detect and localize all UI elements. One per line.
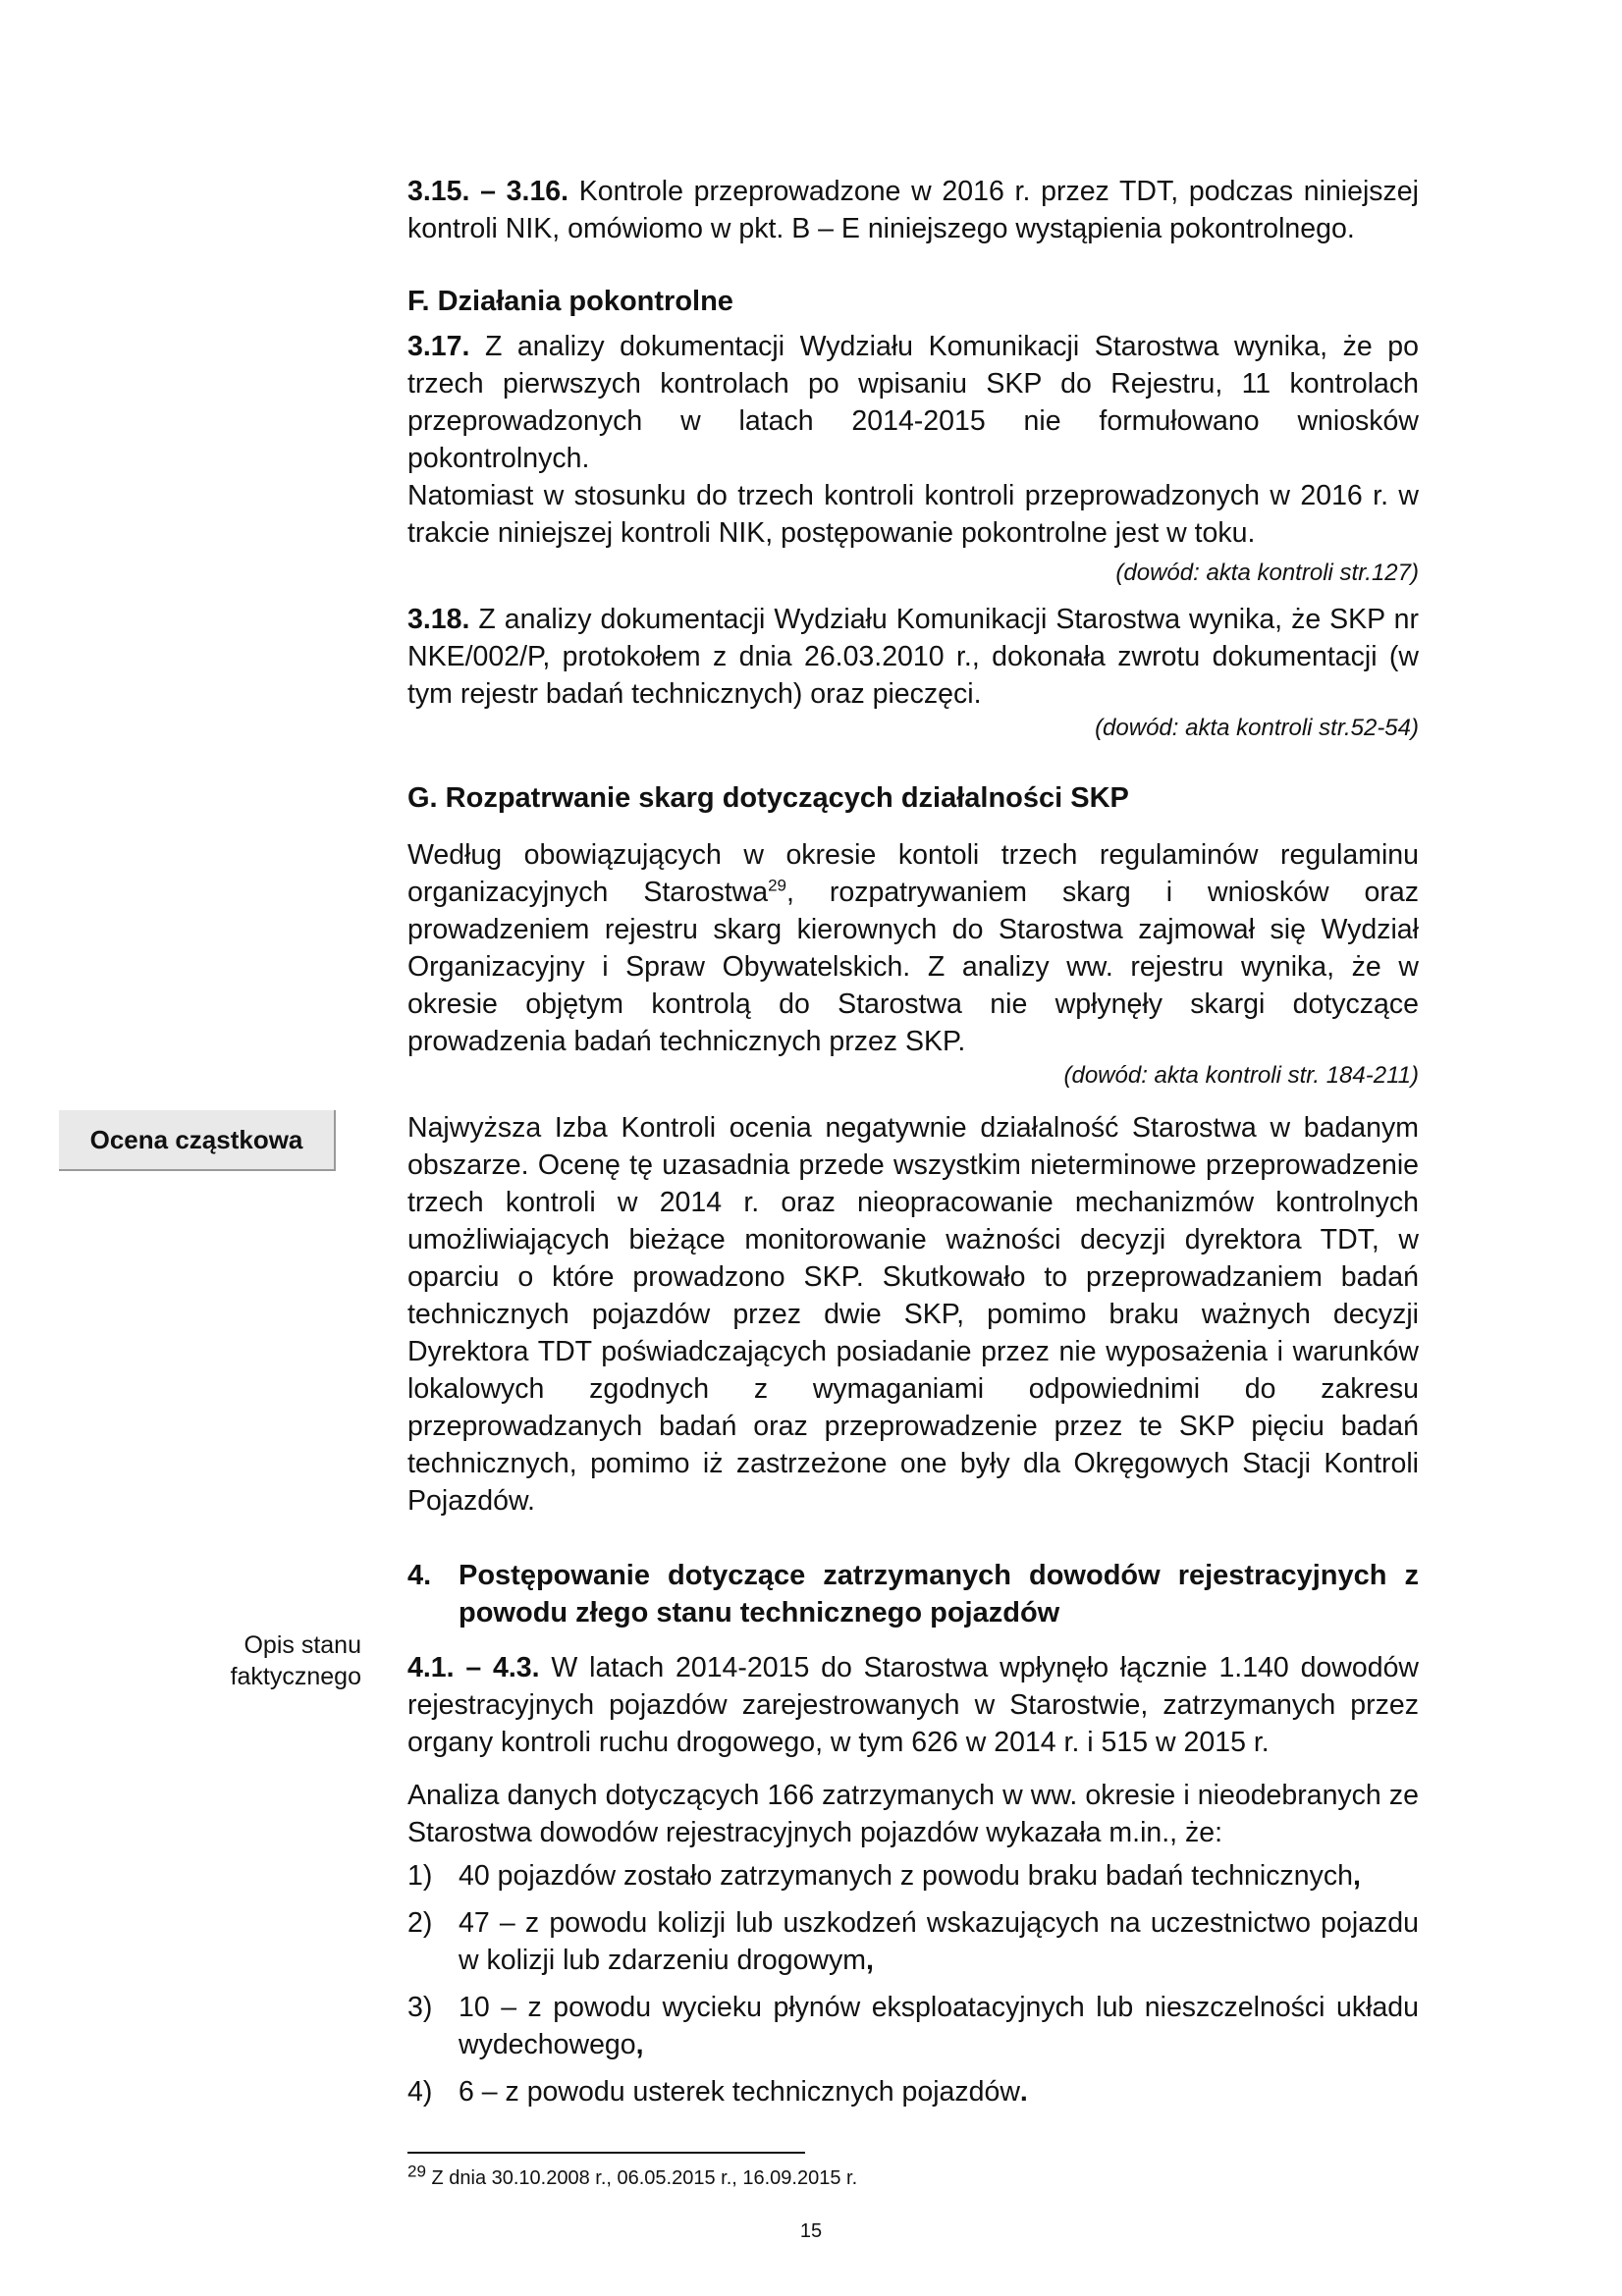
section-g-heading: G. Rozpatrwanie skarg dotyczących działalności SKP bbox=[407, 782, 1129, 814]
paragraph-label: 3.15. – 3.16. bbox=[407, 176, 569, 207]
main-content bbox=[407, 173, 1419, 2110]
list-item: 4) 6 – z powodu usterek technicznych pojazdów. bbox=[407, 2076, 1028, 2108]
section-f-heading: F. Działania pokontrolne bbox=[407, 286, 733, 317]
paragraph-complaints: Według obowiązujących w okresie kontoli trzech regulaminów regulaminu organizacyjnych Starostwa$^{29}$, rozpatrywaniem skarg i wniosków oraz prowadzeniem rejestru skarg kierownych do Starostwa zajmował się Wydział Organizacyjny i Spraw Obywatelskich. Z analizy ww. rejestru wynika, że w okresie objętym kontrolą do Starostwa nie wpłynęły skargi dotyczące prowadzenia badań technicznych przez SKP. bbox=[407, 839, 1419, 1057]
ocena-czastkowa-label: Ocena cząstkowa bbox=[59, 1110, 336, 1171]
paragraph-label: 4.1. – 4.3. bbox=[407, 1652, 540, 1683]
page-number: 15 bbox=[799, 2220, 823, 2242]
footnote-ref: 29 bbox=[768, 876, 786, 895]
list-item: 1) 40 pojazdów zostało zatrzymanych z powodu braku badań technicznych, bbox=[407, 1860, 1361, 1892]
paragraph-assessment: Najwyższa Izba Kontroli ocenia negatywnie działalność Starostwa w badanym obszarze. Ocenę tę uzasadnia przede wszystkim nieterminowe przeprowadzenie trzech kontroli w 2014 r. oraz nieopracowanie mechanizmów kontrolnych umożliwiających bieżące monitorowanie ważności decyzji dyrektora TDT, w oparciu o które prowadzono SKP. Skutkowało to przeprowadzaniem badań technicznych pojazdów przez dwie SKP, pomimo braku ważnych decyzji Dyrektora TDT poświadczających posiadanie przez nie wyposażenia i warunków lokalowych zgodnych z wymaganiami odpowiednimi do zakresu przeprowadzanych badań oraz przeprowadzenie przez te SKP pięciu badań technicznych, pomimo iż zastrzeżone one były dla Okręgowych Stacji Kontroli Pojazdów. bbox=[407, 1112, 1419, 1517]
paragraph-3-17 bbox=[407, 328, 1419, 477]
paragraph-label: 3.17. bbox=[407, 331, 470, 362]
evidence-note: (dowód: akta kontroli str.52-54) bbox=[1095, 715, 1419, 741]
section-number: 4. bbox=[407, 1560, 432, 1591]
paragraph-label: 3.18. bbox=[407, 604, 470, 635]
paragraph-3-18 bbox=[407, 601, 1419, 713]
opis-stanu-faktycznego-label: Opis stanu faktycznego bbox=[230, 1631, 361, 1690]
paragraph-text: Z analizy dokumentacji Wydziału Komunikacji Starostwa wynika, że SKP nr NKE/002/P, protokołem z dnia 26.03.2010 r., dokonała zwrotu dokumentacji (w tym rejestr badań technicznych) oraz pieczęci. bbox=[407, 604, 1419, 710]
paragraph-3-15 bbox=[407, 173, 1419, 247]
paragraph-text: W latach 2014-2015 do Starostwa wpłynęło łącznie 1.140 dowodów rejestracyjnych pojazdów zarejestrowanych w Starostwie, zatrzymanych przez organy kontroli ruchu drogowego, w tym 626 w 2014 r. i 515 w 2015 r. bbox=[407, 1652, 1419, 1758]
paragraph-3-17-continued: Natomiast w stosunku do trzech kontroli kontroli przeprowadzonych w 2016 r. w trakcie niniejszej kontroli NIK, postępowanie pokontrolne jest w toku. bbox=[407, 480, 1419, 549]
findings-list bbox=[407, 1857, 1419, 2110]
evidence-note: (dowód: akta kontroli str.127) bbox=[1115, 560, 1419, 586]
section-title: Postępowanie dotyczące zatrzymanych dowodów rejestracyjnych z powodu złego stanu technicznego pojazdów bbox=[459, 1560, 1419, 1629]
footnote-29 bbox=[407, 2162, 858, 2191]
paragraph-4-1 bbox=[407, 1649, 1419, 1761]
evidence-note: (dowód: akta kontroli str. 184-211) bbox=[1063, 1062, 1419, 1089]
section-4-heading bbox=[407, 1557, 1419, 1631]
paragraph-text: Kontrole przeprowadzone w 2016 r. przez TDT, podczas niniejszej kontroli NIK, omówiomo w pkt. B – E niniejszego wystąpienia pokontrolnego. bbox=[407, 176, 1419, 244]
footnote-text: Z dnia 30.10.2008 r., 06.05.2015 r., 16.09.2015 r. bbox=[425, 2167, 858, 2189]
footnote-marker: 29 bbox=[407, 2162, 426, 2181]
paragraph-text: Z analizy dokumentacji Wydziału Komunikacji Starostwa wynika, że po trzech pierwszych kontrolach po wpisaniu SKP do Rejestru, 11 kontrolach przeprowadzonych w latach 2014-2015 nie formułowano wniosków pokontrolnych. bbox=[407, 331, 1419, 474]
list-item: 2) 47 – z powodu kolizji lub uszkodzeń wskazujących na uczestnictwo pojazdu w kolizji lub zdarzeniu drogowym, bbox=[407, 1907, 1419, 1976]
list-item: 3) 10 – z powodu wycieku płynów eksploatacyjnych lub nieszczelności układu wydechowego, bbox=[407, 1992, 1419, 2060]
paragraph-analysis: Analiza danych dotyczących 166 zatrzymanych w ww. okresie i nieodebranych ze Starostwa dowodów rejestracyjnych pojazdów wykazała m.in., że: bbox=[407, 1780, 1419, 1848]
footnote-divider bbox=[407, 2152, 805, 2154]
